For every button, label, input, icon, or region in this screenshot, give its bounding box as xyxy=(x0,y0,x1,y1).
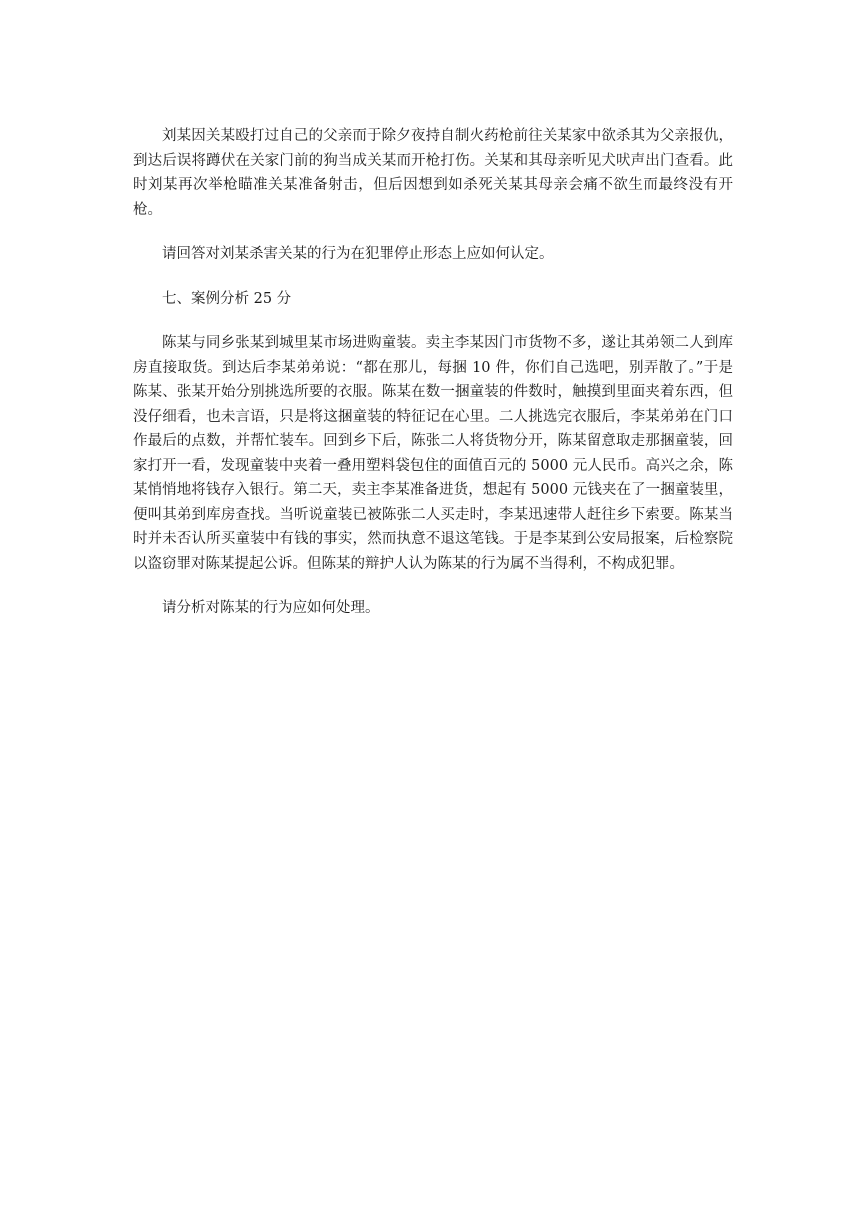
case-six-paragraph: 刘某因关某殴打过自己的父亲而于除夕夜持自制火药枪前往关某家中欲杀其为父亲报仇，到达后误将蹲伏在关家门前的狗当成关某而开枪打伤。关某和其母亲听见犬吠声出门查看。此时刘某再次举枪瞄准关某准备射击，但后因想到如杀死关某其母亲会痛不欲生而最终没有开枪。 xyxy=(133,128,733,218)
document-body xyxy=(133,124,733,641)
section-heading-case-seven: 七、案例分析 25 分 xyxy=(162,290,292,307)
case-seven-paragraph: 陈某与同乡张某到城里某市场进购童装。卖主李某因门市货物不多，遂让其弟领二人到库房直接取货。到达后李某弟弟说：“都在那儿，每捆 10 件，你们自己选吧，别弄散了。”于是陈某、张某开始分别挑选所要的衣服。陈某在数一捆童装的件数时，触摸到里面夹着东西，但没仔细看，也未言语，只是将这捆童装的特征记在心里。二人挑选完衣服后，李某弟弟在门口作最后的点数，并帮忙装车。回到乡下后，陈张二人将货物分开，陈某留意取走那捆童装，回家打开一看，发现童装中夹着一叠用塑料袋包住的面值百元的 5000 元人民币。高兴之余，陈某悄悄地将钱存入银行。第二天，卖主李某准备进货，想起有 5000 元钱夹在了一捆童装里，便叫其弟到库房查找。当听说童装已被陈张二人买走时，李某迅速带人赶往乡下索要。陈某当时并未否认所买童装中有钱的事实，然而执意不退这笔钱。于是李某到公安局报案，后检察院以盗窃罪对陈某提起公诉。但陈某的辩护人认为陈某的行为属不当得利，不构成犯罪。 xyxy=(133,335,733,572)
case-seven-question: 请分析对陈某的行为应如何处理。 xyxy=(162,600,380,616)
case-six-question: 请回答对刘某杀害关某的行为在犯罪停止形态上应如何认定。 xyxy=(162,246,554,262)
